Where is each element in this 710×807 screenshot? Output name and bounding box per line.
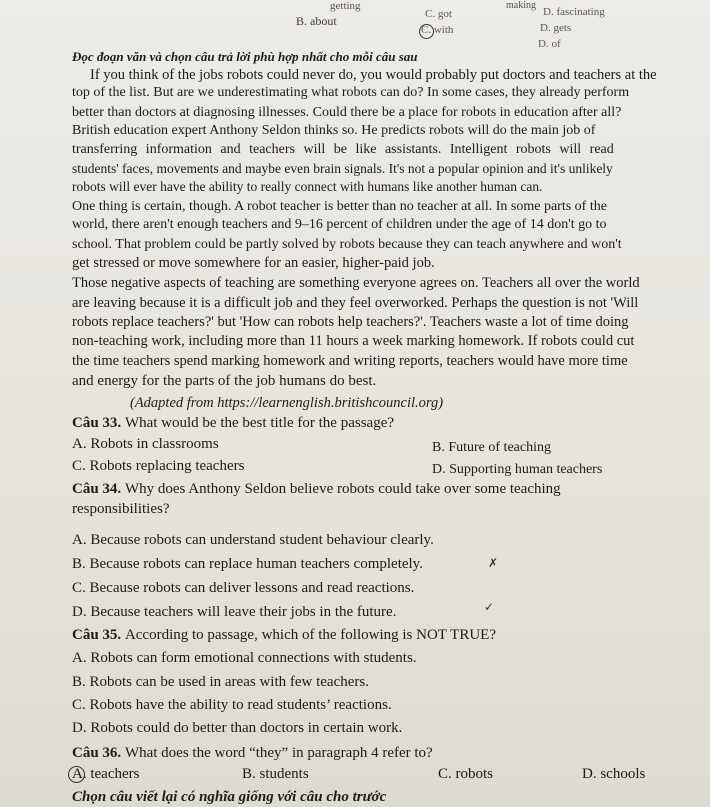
question-34	[72, 480, 561, 498]
passage-line: robots will ever have the ability to really connect with humans like another human can.	[72, 179, 543, 194]
cross-mark-icon: ✗	[488, 556, 499, 570]
passage-line: transferring information and teachers will be like assistants. Intelligent robots will read	[72, 142, 614, 157]
q33-option-b[interactable]: B. Future of teaching	[432, 440, 551, 455]
option-d-fascinating: D. fascinating	[543, 6, 605, 18]
q34-option-c[interactable]: C. Because robots can deliver lessons and read reactions.	[72, 580, 415, 596]
passage-line: get stressed or move somewhere for an easier, higher-paid job.	[72, 255, 435, 271]
q33-option-a[interactable]: A. Robots in classrooms	[72, 436, 219, 452]
passage-line: non-teaching work, including more than 11 hours a week marking homework. If robots could cut	[72, 333, 635, 349]
previous-question-options	[0, 0, 710, 52]
question-36-number: Câu 36.	[72, 745, 122, 761]
circle-mark	[419, 24, 434, 39]
question-36	[72, 744, 433, 762]
question-33-number: Câu 33.	[72, 415, 122, 431]
passage-line: the time teachers spend marking homework and writing reports, teachers would have more time	[72, 353, 628, 369]
q35-option-c[interactable]: C. Robots have the ability to read students’ reactions.	[72, 697, 392, 713]
passage-line: students' faces, movements and maybe even brain signals. It's not a popular opinion and it's unlikely	[72, 161, 613, 176]
question-36-text: What does the word “they” in paragraph 4 refer to?	[124, 745, 433, 761]
passage-line: school. That problem could be partly solved by robots because they can teach anywhere and won't	[72, 237, 622, 252]
q35-option-d[interactable]: D. Robots could do better than doctors in certain work.	[72, 720, 403, 736]
passage-line: Those negative aspects of teaching are something everyone agrees on. Teachers all over the world	[72, 275, 640, 291]
passage-line: are leaving because it is a difficult job and they feel overworked. Perhaps the question is not 'Will	[72, 295, 639, 311]
question-34-text-cont: responsibilities?	[72, 501, 170, 517]
option-c-got: C. got	[425, 8, 452, 20]
passage-line: robots replace teachers?' but 'How can robots help teachers?'. Teachers waste a lot of time doing	[72, 314, 629, 330]
option-making: making	[506, 0, 536, 11]
option-c-with: C. with	[421, 24, 454, 36]
passage-line: and energy for the parts of the job humans do best.	[72, 373, 377, 389]
passage-line: top of the list. But are we underestimating what robots can do? In some cases, they already perform	[72, 85, 630, 100]
q33-option-c[interactable]: C. Robots replacing teachers	[72, 458, 245, 474]
passage-line: British education expert Anthony Seldon thinks so. He predicts robots will do the main job of	[72, 123, 596, 138]
q34-option-b[interactable]: B. Because robots can replace human teachers completely.	[72, 556, 423, 572]
question-35-text: According to passage, which of the following is NOT TRUE?	[124, 627, 496, 643]
passage-line: world, there aren't enough teachers and 9–16 percent of children under the age of 14 don't go to	[72, 217, 607, 232]
option-d-of: D. of	[538, 38, 561, 50]
rewrite-instruction: Chọn câu viết lại có nghĩa giống với câu cho trước	[72, 789, 387, 805]
circle-mark	[68, 766, 85, 783]
q36-option-a[interactable]: A. teachers	[72, 766, 140, 782]
check-mark-icon: ✓	[484, 600, 495, 614]
question-34-number: Câu 34.	[72, 481, 122, 497]
reading-instruction: Đọc đoạn văn và chọn câu trả lời phù hợp nhất cho mỗi câu sau	[72, 49, 418, 64]
passage-line: One thing is certain, though. A robot teacher is better than no teacher at all. In some parts of the	[72, 199, 607, 214]
question-35	[72, 626, 496, 644]
passage-source: (Adapted from https://learnenglish.britishcouncil.org)	[130, 395, 444, 411]
question-35-number: Câu 35.	[72, 627, 122, 643]
q35-option-b[interactable]: B. Robots can be used in areas with few teachers.	[72, 674, 369, 690]
passage-line: If you think of the jobs robots could never do, you would probably put doctors and teachers at the	[90, 67, 657, 83]
question-34-text: Why does Anthony Seldon believe robots could take over some teaching	[124, 481, 561, 497]
option-b-about: B. about	[296, 14, 337, 28]
q36-option-d[interactable]: D. schools	[582, 766, 646, 782]
question-33-text: What would be the best title for the passage?	[124, 415, 395, 431]
option-a-getting: getting	[330, 0, 361, 12]
q33-option-d[interactable]: D. Supporting human teachers	[432, 462, 603, 477]
passage-line: better than doctors at diagnosing illnesses. Could there be a place for robots in education after all?	[72, 105, 622, 120]
question-33	[72, 414, 394, 432]
q35-option-a[interactable]: A. Robots can form emotional connections with students.	[72, 650, 417, 666]
option-d-gets: D. gets	[540, 22, 572, 34]
q36-option-c[interactable]: C. robots	[438, 766, 494, 782]
q34-option-d[interactable]: D. Because teachers will leave their jobs in the future.	[72, 604, 397, 620]
q34-option-a[interactable]: A. Because robots can understand student behaviour clearly.	[72, 532, 434, 548]
q36-option-b[interactable]: B. students	[242, 766, 309, 782]
